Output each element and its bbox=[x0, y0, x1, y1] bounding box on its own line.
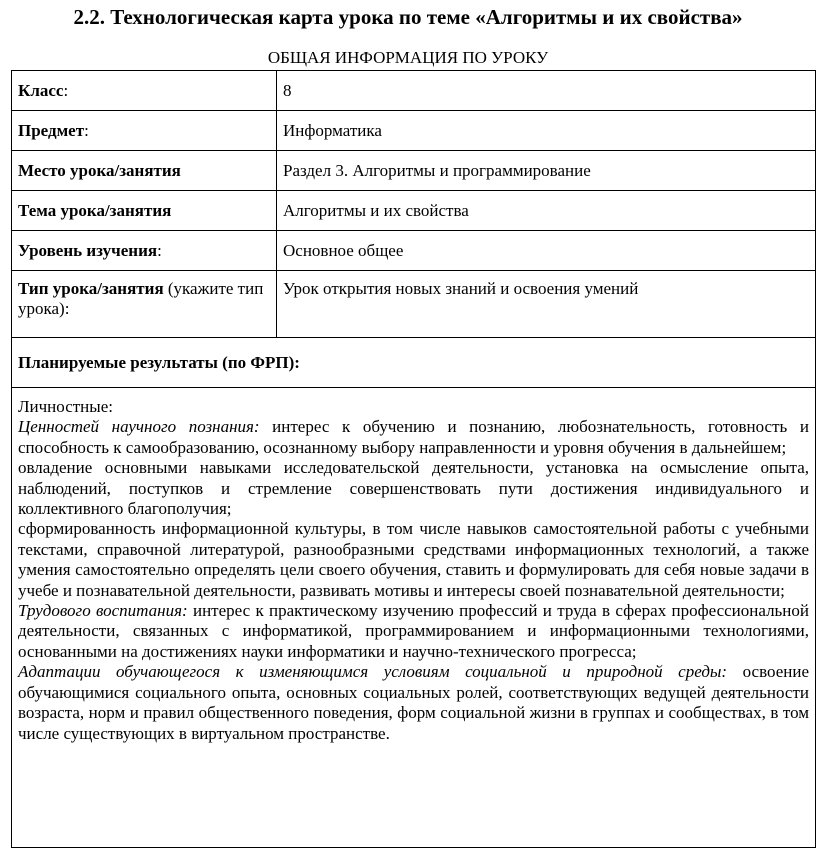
table-row-type bbox=[12, 271, 816, 338]
table-row-results-header bbox=[12, 338, 816, 388]
label-cell bbox=[12, 71, 277, 111]
section-subtitle: ОБЩАЯ ИНФОРМАЦИЯ ПО УРОКУ bbox=[267, 48, 549, 67]
row-label: Тип урока/занятия bbox=[18, 279, 164, 298]
row-label-suffix: : bbox=[157, 240, 162, 260]
label-cell bbox=[12, 231, 277, 271]
label-cell bbox=[12, 111, 277, 151]
result-paragraph bbox=[18, 662, 809, 744]
row-label: Уровень изучения bbox=[18, 240, 158, 260]
table-row-subject bbox=[12, 111, 816, 151]
value-cell: Основное общее bbox=[277, 231, 816, 271]
value-cell: Алгоритмы и их свойства bbox=[277, 191, 816, 231]
row-label: Предмет bbox=[18, 120, 85, 140]
result-paragraph: овладение основными навыками исследовательской деятельности, установка на осмысление опыта, наблюдений, поступков и стремление совершенствовать пути достижения индивидуального и коллективного благополучия; bbox=[18, 458, 809, 519]
result-text: интерес к обучению и познанию, любознательность, готовность и способность к самообразованию, осознанному выбору направленности и уровня обучения в дальнейшем; bbox=[18, 417, 809, 457]
result-category: Адаптации обучающегося к изменяющимся условиям социальной и природной среды: bbox=[18, 662, 728, 682]
result-paragraph bbox=[18, 417, 809, 458]
table-row-results-content bbox=[12, 388, 816, 848]
table-row-topic bbox=[12, 191, 816, 231]
result-paragraph bbox=[18, 601, 809, 662]
result-paragraph: сформированность информационной культуры, в том числе навыков самостоятельной работы с учебными текстами, справочной литературой, разнообразными средствами информационных технологий, а также умения самостоятельно определять цели своего обучения, ставить и формулировать для себя новые задачи в учебе и познавательной деятельности, развивать мотивы и интересы своей познавательной деятельности; bbox=[18, 519, 809, 600]
row-label-suffix: : bbox=[84, 120, 89, 140]
table-row-class bbox=[12, 71, 816, 111]
label-cell bbox=[12, 271, 277, 338]
results-content bbox=[12, 388, 816, 848]
row-label: Тема урока/занятия bbox=[18, 200, 172, 220]
row-label-suffix: : bbox=[63, 80, 69, 100]
row-label-suffix: (укажите тип урока): bbox=[18, 279, 264, 318]
results-header: Планируемые результаты (по ФРП): bbox=[12, 338, 816, 388]
document-title: 2.2. Технологическая карта урока по теме «Алгоритмы и их свойства» bbox=[73, 5, 743, 29]
table-row-place bbox=[12, 151, 816, 191]
result-category: Ценностей научного познания: bbox=[18, 417, 260, 437]
results-heading: Личностные: bbox=[18, 397, 113, 416]
value-cell: 8 bbox=[277, 71, 816, 111]
value-cell: Информатика bbox=[277, 111, 816, 151]
lesson-info-table bbox=[11, 70, 816, 848]
label-cell bbox=[12, 191, 277, 231]
label-cell bbox=[12, 151, 277, 191]
value-cell: Раздел 3. Алгоритмы и программирование bbox=[277, 151, 816, 191]
result-category: Трудового воспитания: bbox=[18, 601, 188, 621]
result-text: освоение обучающимися социального опыта, основных социальных ролей, соответствующих ведущей деятельности возраста, норм и правил общественного поведения, форм социальной жизни в группах и сообществах, в том числе существующих в виртуальном пространстве. bbox=[18, 662, 809, 743]
table-row-level bbox=[12, 231, 816, 271]
row-label: Класс bbox=[18, 80, 64, 100]
row-label: Место урока/занятия bbox=[18, 160, 181, 180]
result-text: интерес к практическому изучению профессий и труда в сферах профессиональной деятельности, связанных с информатикой, программированием и информационными технологиями, основанными на достижениях науки информатики и научно-технического прогресса; bbox=[18, 601, 809, 661]
value-cell: Урок открытия новых знаний и освоения умений bbox=[277, 271, 816, 338]
